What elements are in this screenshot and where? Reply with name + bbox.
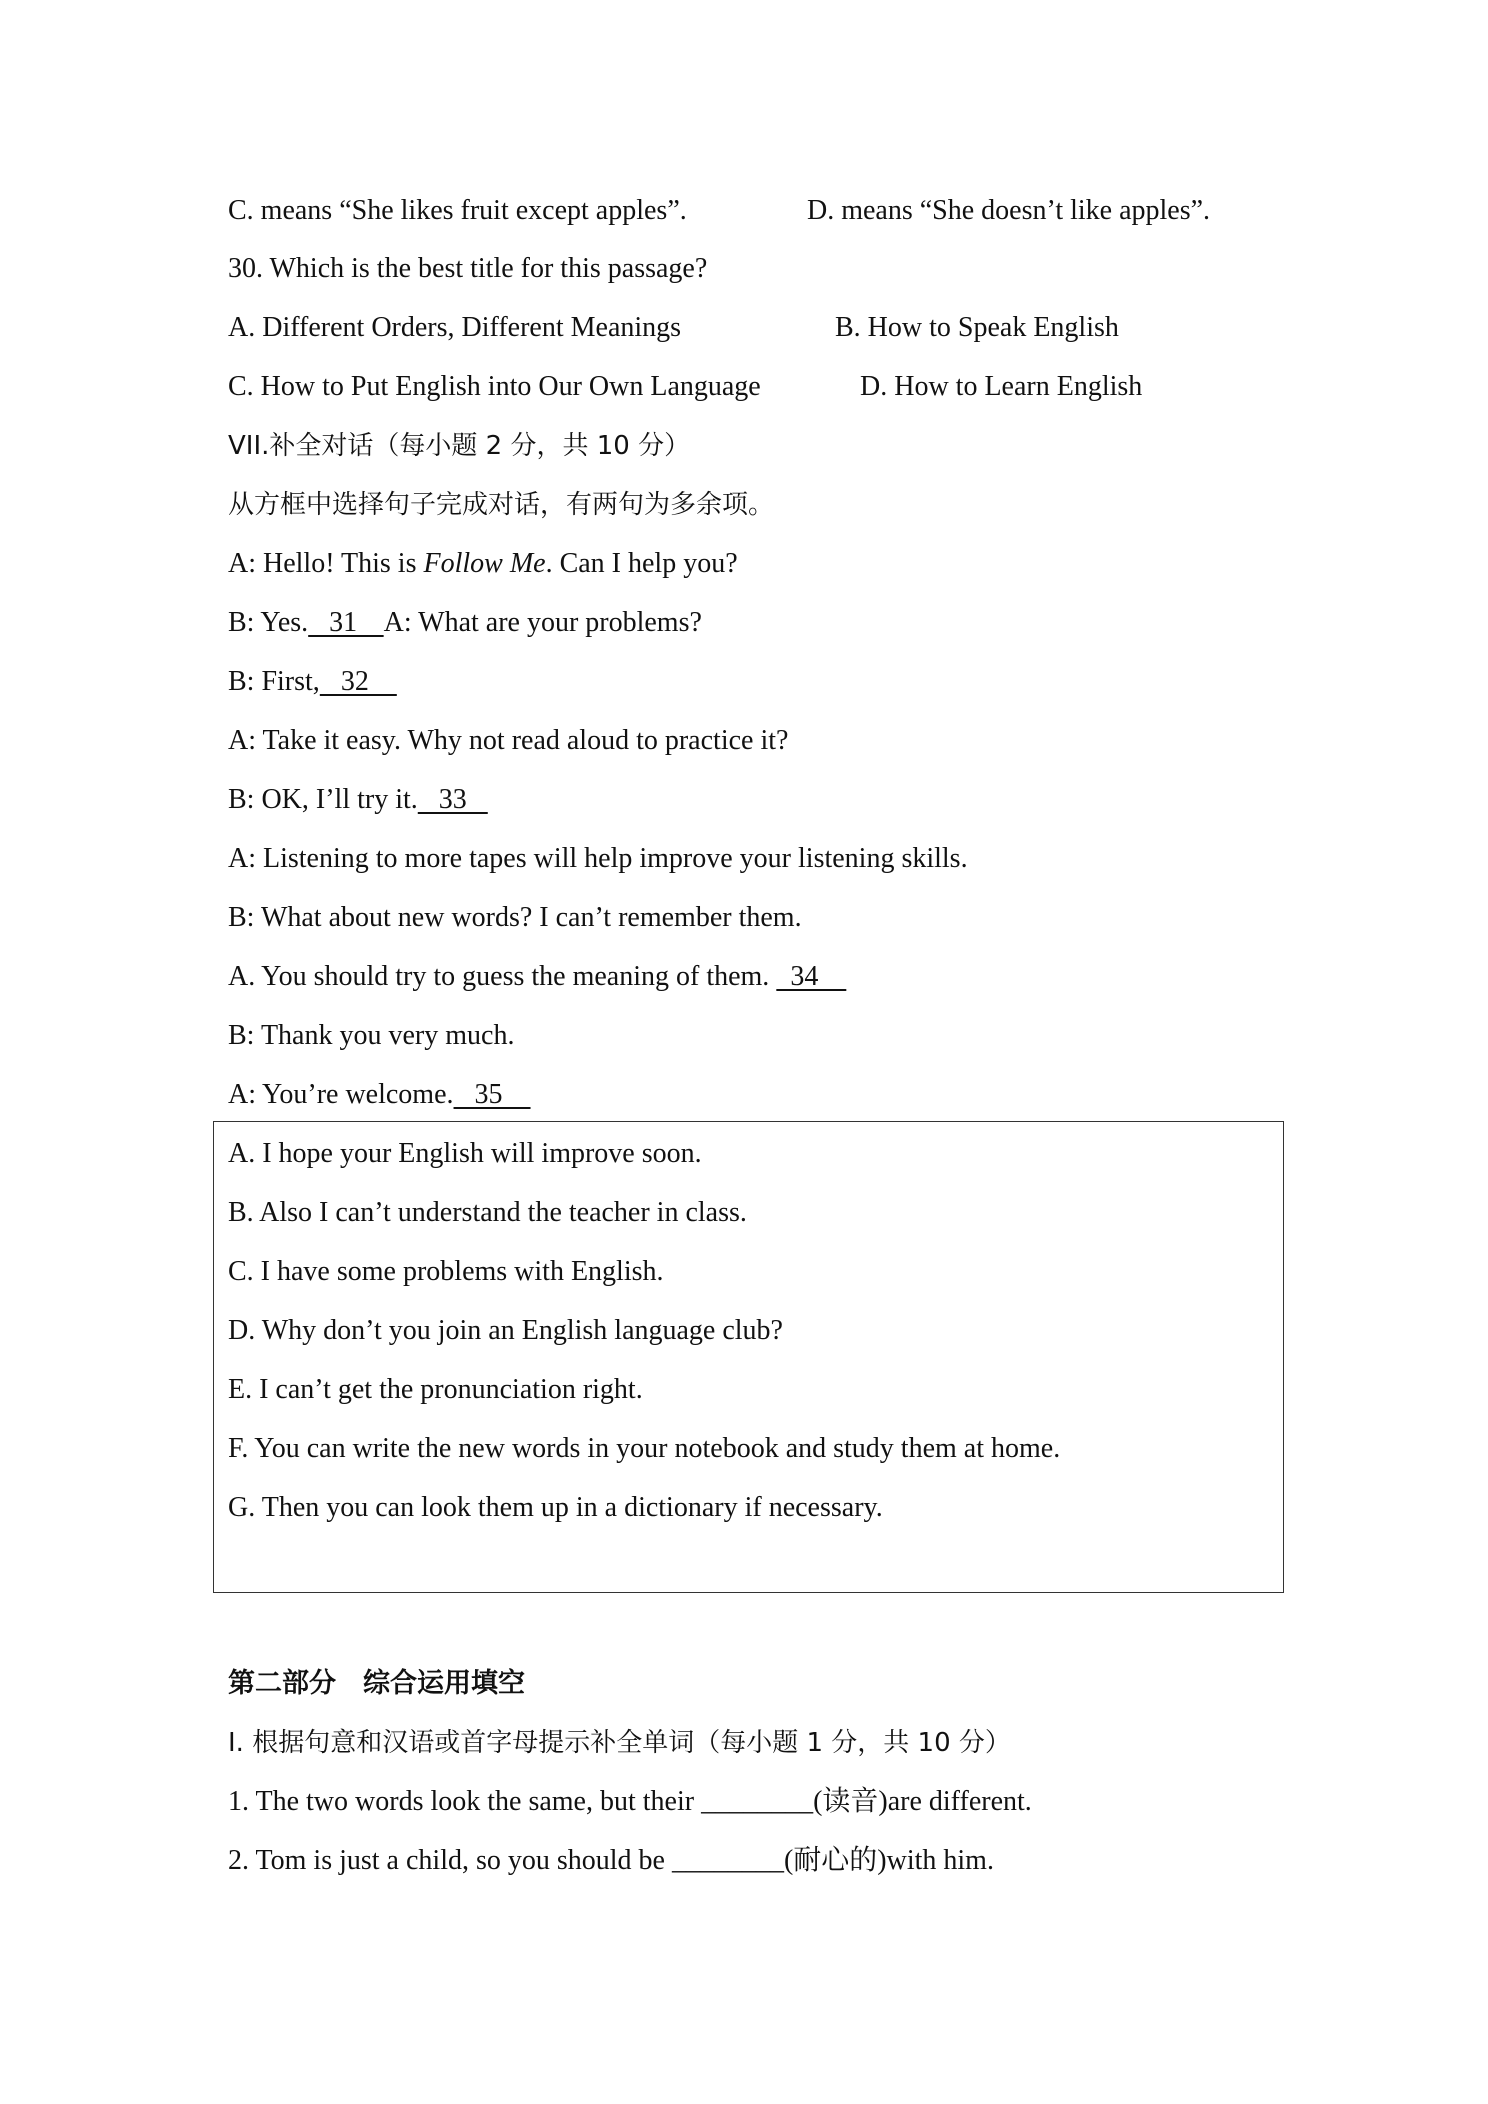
- dialogue-line-5: [228, 782, 488, 818]
- part2-question-1: [228, 1784, 1032, 1820]
- option-a: A. I hope your English will improve soon.: [228, 1138, 702, 1169]
- option-e: E. I can’t get the pronunciation right.: [228, 1374, 643, 1405]
- question-text: 1. The two words look the same, but their: [228, 1786, 702, 1817]
- option-d: D. Why don’t you join an English language club?: [228, 1315, 783, 1346]
- blank-32[interactable]: 32: [319, 666, 397, 697]
- question-text: (耐心的)with him.: [783, 1845, 994, 1876]
- dialogue-line-9: B: Thank you very much.: [228, 1020, 515, 1051]
- dialogue-text: A: You’re welcome.: [228, 1079, 454, 1110]
- part2-heading: 第二部分 综合运用填空: [228, 1668, 525, 1699]
- option-b: B. Also I can’t understand the teacher in class.: [228, 1197, 747, 1228]
- dialogue-line-1: [228, 546, 738, 582]
- part2-question-2: [228, 1843, 994, 1879]
- q30-option-a: A. Different Orders, Different Meanings: [228, 312, 682, 343]
- dialogue-line-3: [228, 664, 397, 700]
- blank-35[interactable]: 35: [453, 1079, 531, 1110]
- part2-subheading: I. 根据句意和汉语或首字母提示补全单词（每小题 1 分，共 10 分）: [228, 1728, 1011, 1758]
- q29-option-d: D. means “She doesn’t like apples”.: [807, 195, 1211, 226]
- q30-option-d: D. How to Learn English: [860, 371, 1143, 402]
- dialogue-line-10: [228, 1077, 531, 1113]
- dialogue-text: B: First,: [228, 666, 320, 697]
- dialogue-line-6: A: Listening to more tapes will help improve your listening skills.: [228, 843, 968, 874]
- dialogue-text: A. You should try to guess the meaning of them.: [228, 961, 777, 992]
- dialogue-line-4: A: Take it easy. Why not read aloud to practice it?: [228, 725, 789, 756]
- dialogue-line-8: [228, 959, 846, 995]
- section-vii-instruction: 从方框中选择句子完成对话，有两句为多余项。: [228, 490, 775, 520]
- blank-31[interactable]: 31: [308, 607, 384, 638]
- q30-option-b: B. How to Speak English: [835, 312, 1119, 343]
- dialogue-text: B: Yes.: [228, 607, 309, 638]
- dialogue-text: B: OK, I’ll try it.: [228, 784, 418, 815]
- section-vii-title: VII.补全对话（每小题 2 分，共 10 分）: [228, 431, 691, 461]
- q29-option-c: C. means “She likes fruit except apples”.: [228, 195, 687, 226]
- blank-34[interactable]: 34: [776, 961, 847, 992]
- option-f: F. You can write the new words in your notebook and study them at home.: [228, 1433, 1061, 1464]
- option-g: G. Then you can look them up in a dictionary if necessary.: [228, 1492, 883, 1523]
- blank-q2[interactable]: ________: [671, 1845, 784, 1876]
- dialogue-line-2: [228, 605, 702, 641]
- program-name: Follow Me: [423, 548, 546, 579]
- dialogue-line-7: B: What about new words? I can’t remember them.: [228, 902, 802, 933]
- dialogue-text: A: Hello! This is: [228, 548, 424, 579]
- question-text: 2. Tom is just a child, so you should be: [228, 1845, 672, 1876]
- q30-question: 30. Which is the best title for this passage?: [228, 253, 708, 284]
- dialogue-text: A: What are your problems?: [383, 607, 702, 638]
- blank-q1[interactable]: ________: [701, 1786, 814, 1817]
- option-c: C. I have some problems with English.: [228, 1256, 664, 1287]
- blank-33[interactable]: 33: [417, 784, 488, 815]
- question-text: (读音)are different.: [813, 1786, 1032, 1817]
- q30-option-c: C. How to Put English into Our Own Language: [228, 371, 761, 402]
- dialogue-text: . Can I help you?: [545, 548, 738, 579]
